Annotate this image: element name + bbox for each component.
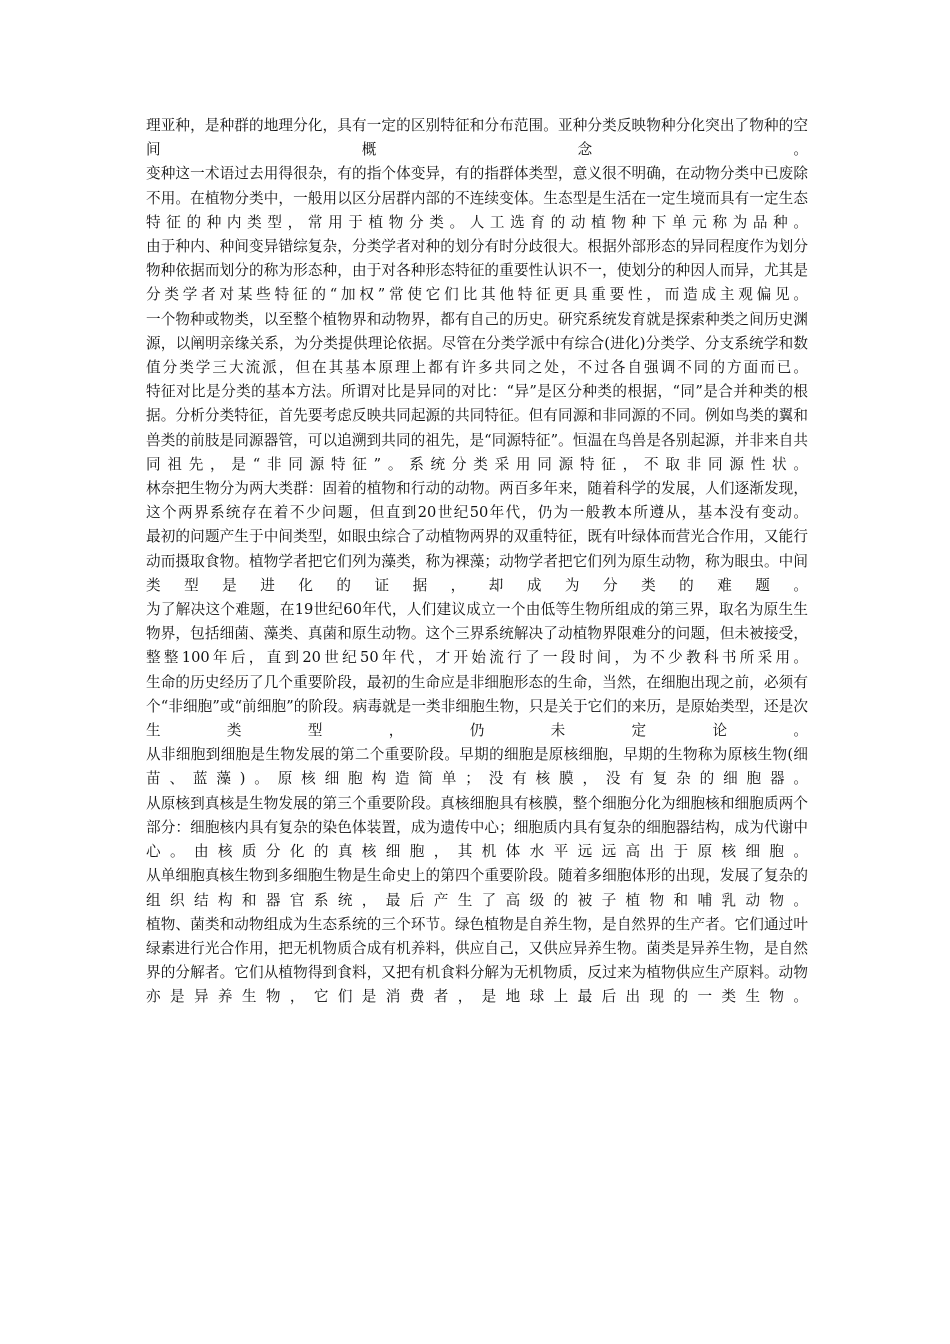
paragraph-multicellular: 从单细胞真核生物到多细胞生物是生命史上的第四个重要阶段。随着多细胞体形的出现，发展了复杂的组织结构和器官系统，最后产生了高级的被子植物和哺乳动物。 <box>146 867 808 909</box>
paragraph-acellular-life: 生命的历史经历了几个重要阶段，最初的生命应是非细胞形态的生命，当然，在细胞出现之前，必须有个“非细胞”或“前细胞”的阶段。病毒就是一类非细胞生物，只是关于它们的来历，是原始类型，还是次生类型，仍未定论。 <box>146 673 808 740</box>
paragraph-character-comparison: 特征对比是分类的基本方法。所谓对比是异同的对比：“异”是区分种类的根据，“同”是合并种类的根据。分析分类特征，首先要考虑反映共同起源的共同特征。但有同源和非同源的不同。例如鸟类的翼和兽类的前肢是同源器管，可以追溯到共同的祖先，是“同源特征”。恒温在鸟兽是各别起源，并非来自共同祖先，是“非同源特征”。系统分类采用同源特征，不取非同源性状。 <box>146 383 808 473</box>
paragraph-intermediate-types: 最初的问题产生于中间类型，如眼虫综合了动植物两界的双重特征，既有叶绿体而营光合作用，又能行动而摄取食物。植物学者把它们列为藻类，称为裸藻；动物学者把它们列为原生动物，称为眼虫。中间类型是进化的证据，却成为分类的难题。 <box>146 528 808 594</box>
paragraph-ecosystem: 植物、菌类和动物组成为生态系统的三个环节。绿色植物是自养生物，是自然界的生产者。它们通过叶绿素进行光合作用，把无机物质合成有机养料，供应自己，又供应异养生物。菌类是异养生物，是自然界的分解者。它们从植物得到食料，又把有机食料分解为无机物质，反过来为植物供应生产原料。动物亦是异养生物，它们是消费者，是地球上最后出现的一类生物。 <box>146 915 808 1006</box>
paragraph-three-kingdoms: 为了解决这个难题，在19世纪60年代，人们建议成立一个由低等生物所组成的第三界，取名为原生生物界，包括细菌、藻类、真菌和原生动物。这个三界系统解决了动植物界限难分的问题，但未被接受，整整100年后，直到20世纪50年代，才开始流行了一段时间，为不少教科书所采用。 <box>146 601 808 667</box>
paragraph-variety: 变种这一术语过去用得很杂，有的指个体变异，有的指群体类型，意义很不明确，在动物分类中已废除不用。在植物分类中，一般用以区分居群内部的不连续变体。生态型是生活在一定生境而具有一定生态特征的种内类型，常用于植物分类。人工选育的动植物种下单元称为品种。 <box>146 165 808 231</box>
paragraph-two-kingdoms: 林奈把生物分为两大类群：固着的植物和行动的动物。两百多年来，随着科学的发展，人们逐渐发现，这个两界系统存在着不少问题，但直到20世纪50年代，仍为一般教本所遵从，基本没有变动。 <box>146 480 808 522</box>
paragraph-prokaryotes: 从非细胞到细胞是生物发展的第二个重要阶段。早期的细胞是原核细胞，早期的生物称为原核生物(细苗、蓝藻)。原核细胞构造简单；没有核膜，没有复杂的细胞器。 <box>146 746 808 788</box>
paragraph-morphospecies: 由于种内、种间变异错综复杂，分类学者对种的划分有时分歧很大。根据外部形态的异同程度作为划分物种依据而划分的称为形态种，由于对各种形态特征的重要性认识不一，使划分的种因人而异，尤其是分类学者对某些特征的“加权”常使它们比其他特征更具重要性，而造成主观偏见。 <box>146 238 808 304</box>
paragraph-eukaryotes: 从原核到真核是生物发展的第三个重要阶段。真核细胞具有核膜，整个细胞分化为细胞核和细胞质两个部分：细胞核内具有复杂的染色体装置，成为遗传中心；细胞质内具有复杂的细胞器结构，成为代谢中心。由核质分化的真核细胞，其机体水平远远高出于原核细胞。 <box>146 794 808 861</box>
paragraph-subspecies: 理亚种，是种群的地理分化，具有一定的区别特征和分布范围。亚种分类反映物种分化突出了物种的空间概念。 <box>146 117 808 159</box>
document-body <box>146 114 808 1010</box>
paragraph-phylogeny: 一个物种或物类，以至整个植物界和动物界，都有自己的历史。研究系统发育就是探索种类之间历史渊源，以阐明亲缘关系，为分类提供理论依据。尽管在分类学派中有综合(进化)分类学、分支系统学和数值分类学三大流派，但在其基本原理上都有许多共同之处，不过各自强调不同的方面而已。 <box>146 310 808 377</box>
